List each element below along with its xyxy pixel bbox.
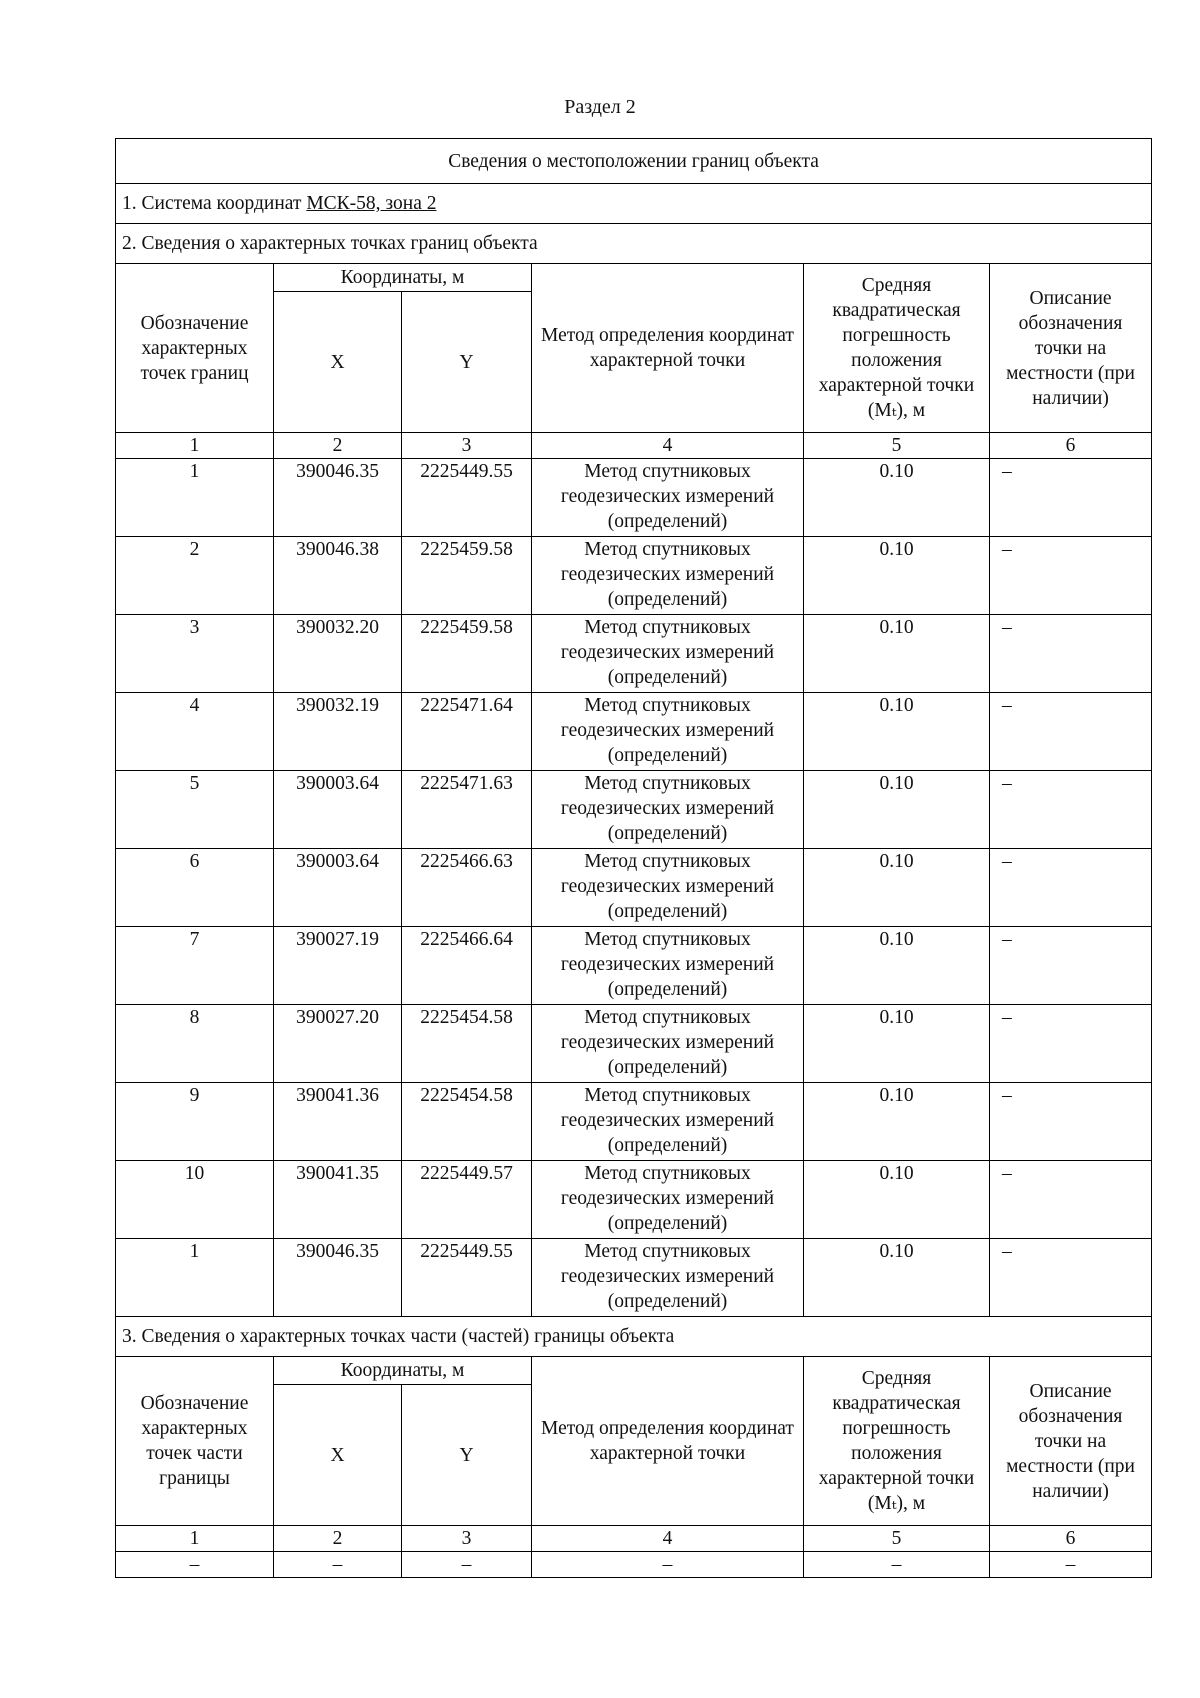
error-cell: 0.10 (804, 1005, 990, 1083)
table-row (116, 1161, 1152, 1239)
error-cell: 0.10 (804, 1161, 990, 1239)
coord-x: 390027.20 (274, 1005, 402, 1083)
point-number: 9 (116, 1083, 274, 1161)
error-cell: 0.10 (804, 693, 990, 771)
coord-x: 390046.35 (274, 1239, 402, 1317)
description-cell: – (990, 537, 1152, 615)
point-number: 1 (116, 1239, 274, 1317)
part2-title: 2. Сведения о характерных точках границ объекта (116, 224, 1152, 264)
method-cell: Метод спутниковых геодезических измерений (определений) (532, 1083, 804, 1161)
error-cell: 0.10 (804, 1239, 990, 1317)
table-row (116, 615, 1152, 693)
coord-y: 2225471.64 (402, 693, 532, 771)
coord-y: 2225466.63 (402, 849, 532, 927)
column-number: 4 (532, 1526, 804, 1552)
column-number: 3 (402, 1526, 532, 1552)
error-cell: – (804, 1552, 990, 1578)
boundary-table (115, 138, 1152, 1578)
method-cell: – (532, 1552, 804, 1578)
part3-title: 3. Сведения о характерных точках части (частей) границы объекта (116, 1317, 1152, 1357)
point-number: 2 (116, 537, 274, 615)
coord-y: 2225449.55 (402, 459, 532, 537)
header-designation: Обозначение характерных точек части границы (116, 1357, 274, 1526)
header-designation: Обозначение характерных точек границ (116, 264, 274, 433)
point-number: 5 (116, 771, 274, 849)
coord-system-cell (116, 184, 1152, 224)
table-row (116, 693, 1152, 771)
column-number: 6 (990, 1526, 1152, 1552)
method-cell: Метод спутниковых геодезических измерений (определений) (532, 615, 804, 693)
column-number: 2 (274, 1526, 402, 1552)
coord-x: 390032.20 (274, 615, 402, 693)
coord-y: 2225454.58 (402, 1083, 532, 1161)
method-cell: Метод спутниковых геодезических измерений (определений) (532, 927, 804, 1005)
part3-title-row (116, 1317, 1152, 1357)
description-cell: – (990, 693, 1152, 771)
header-error: Средняя квадратическая погрешность положения характерной точки (Mₜ), м (804, 264, 990, 433)
coord-y: 2225449.55 (402, 1239, 532, 1317)
description-cell: – (990, 771, 1152, 849)
header-coordinates: Координаты, м (274, 1357, 532, 1385)
coord-system-value: МСК-58, зона 2 (306, 193, 437, 214)
coord-x: 390003.64 (274, 771, 402, 849)
part2-header-row (116, 264, 1152, 292)
method-cell: Метод спутниковых геодезических измерений (определений) (532, 849, 804, 927)
table-row (116, 771, 1152, 849)
coord-y: 2225471.63 (402, 771, 532, 849)
point-number: 7 (116, 927, 274, 1005)
error-cell: 0.10 (804, 927, 990, 1005)
description-cell: – (990, 1552, 1152, 1578)
column-number: 5 (804, 1526, 990, 1552)
description-cell: – (990, 1239, 1152, 1317)
error-cell: 0.10 (804, 537, 990, 615)
column-number: 1 (116, 1526, 274, 1552)
method-cell: Метод спутниковых геодезических измерений (определений) (532, 693, 804, 771)
table-row (116, 1005, 1152, 1083)
point-number: 3 (116, 615, 274, 693)
header-y: Y (402, 292, 532, 433)
point-number: 1 (116, 459, 274, 537)
coord-y: 2225466.64 (402, 927, 532, 1005)
column-number: 6 (990, 433, 1152, 459)
coord-x: 390003.64 (274, 849, 402, 927)
column-number: 2 (274, 433, 402, 459)
part3-header-row (116, 1357, 1152, 1385)
header-description: Описание обозначения точки на местности (при наличии) (990, 264, 1152, 433)
header-description: Описание обозначения точки на местности (при наличии) (990, 1357, 1152, 1526)
description-cell: – (990, 927, 1152, 1005)
method-cell: Метод спутниковых геодезических измерений (определений) (532, 459, 804, 537)
coord-x: 390032.19 (274, 693, 402, 771)
coord-x: – (274, 1552, 402, 1578)
table-row (116, 459, 1152, 537)
method-cell: Метод спутниковых геодезических измерений (определений) (532, 1005, 804, 1083)
table-row (116, 849, 1152, 927)
description-cell: – (990, 1161, 1152, 1239)
coord-x: 390046.38 (274, 537, 402, 615)
description-cell: – (990, 849, 1152, 927)
header-error: Средняя квадратическая погрешность положения характерной точки (Mₜ), м (804, 1357, 990, 1526)
header-coordinates: Координаты, м (274, 264, 532, 292)
part2-column-numbers (116, 433, 1152, 459)
coord-x: 390046.35 (274, 459, 402, 537)
description-cell: – (990, 1083, 1152, 1161)
table-row (116, 1552, 1152, 1578)
table-row (116, 1083, 1152, 1161)
error-cell: 0.10 (804, 771, 990, 849)
description-cell: – (990, 459, 1152, 537)
column-number: 4 (532, 433, 804, 459)
description-cell: – (990, 615, 1152, 693)
column-number: 1 (116, 433, 274, 459)
part2-title-row (116, 224, 1152, 264)
coord-y: 2225459.58 (402, 615, 532, 693)
header-x: X (274, 1385, 402, 1526)
column-number: 5 (804, 433, 990, 459)
table-title-row (116, 139, 1152, 184)
coord-x: 390027.19 (274, 927, 402, 1005)
coord-y: 2225454.58 (402, 1005, 532, 1083)
part3-column-numbers (116, 1526, 1152, 1552)
header-x: X (274, 292, 402, 433)
error-cell: 0.10 (804, 615, 990, 693)
description-cell: – (990, 1005, 1152, 1083)
table-body (116, 139, 1152, 1578)
point-number: 8 (116, 1005, 274, 1083)
coord-x: 390041.36 (274, 1083, 402, 1161)
table-title: Сведения о местоположении границ объекта (116, 139, 1152, 184)
table-row (116, 1239, 1152, 1317)
section-title: Раздел 2 (564, 96, 636, 118)
method-cell: Метод спутниковых геодезических измерений (определений) (532, 1161, 804, 1239)
table-row (116, 927, 1152, 1005)
coord-system-label: 1. Система координат (122, 193, 307, 214)
coord-y: – (402, 1552, 532, 1578)
coord-y: 2225459.58 (402, 537, 532, 615)
header-y: Y (402, 1385, 532, 1526)
coord-y: 2225449.57 (402, 1161, 532, 1239)
header-method: Метод определения координат характерной точки (532, 1357, 804, 1526)
point-number: 10 (116, 1161, 274, 1239)
point-number: – (116, 1552, 274, 1578)
error-cell: 0.10 (804, 459, 990, 537)
header-method: Метод определения координат характерной точки (532, 264, 804, 433)
coord-x: 390041.35 (274, 1161, 402, 1239)
point-number: 4 (116, 693, 274, 771)
method-cell: Метод спутниковых геодезических измерений (определений) (532, 1239, 804, 1317)
method-cell: Метод спутниковых геодезических измерений (определений) (532, 771, 804, 849)
table-row (116, 537, 1152, 615)
error-cell: 0.10 (804, 849, 990, 927)
column-number: 3 (402, 433, 532, 459)
error-cell: 0.10 (804, 1083, 990, 1161)
point-number: 6 (116, 849, 274, 927)
method-cell: Метод спутниковых геодезических измерений (определений) (532, 537, 804, 615)
coord-system-row (116, 184, 1152, 224)
